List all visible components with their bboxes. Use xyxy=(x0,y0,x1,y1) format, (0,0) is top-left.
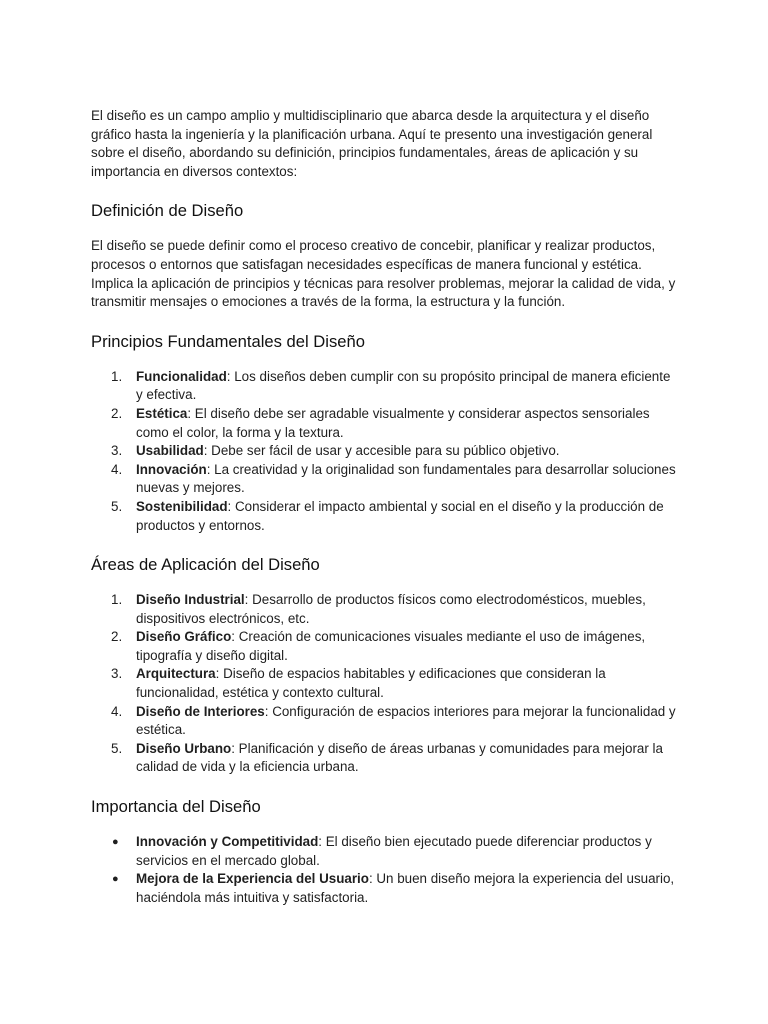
heading-importancia: Importancia del Diseño xyxy=(91,797,261,817)
item-term: Diseño Industrial xyxy=(136,592,245,608)
list-number: 5. xyxy=(111,498,123,514)
list-item xyxy=(91,405,678,442)
list-item xyxy=(91,665,678,702)
list-item xyxy=(91,498,678,535)
item-term: Innovación xyxy=(136,461,207,477)
heading-principios: Principios Fundamentales del Diseño xyxy=(91,331,365,351)
list-number: 3. xyxy=(111,666,123,682)
item-text: : Planificación y diseño de áreas urbanas y comunidades para mejorar la calidad de vida y la eficiencia urbana. xyxy=(136,740,663,775)
list-item xyxy=(91,833,678,870)
item-term: Sostenibilidad xyxy=(136,498,228,514)
item-text: : Un buen diseño mejora la experiencia del usuario, haciéndola más intuitiva y satisfactoria. xyxy=(136,871,675,905)
item-term: Diseño Gráfico xyxy=(136,629,232,645)
item-term: Arquitectura xyxy=(136,666,216,682)
item-text: : Los diseños deben cumplir con su propósito principal de manera eficiente y efectiva. xyxy=(136,368,671,403)
intro-paragraph: El diseño es un campo amplio y multidisciplinario que abarca desde la arquitectura y el diseño gráfico hasta la ingeniería y la planificación urbana. Aquí te presento una investigación general sobre el diseño, abordando su definición, principios fundamentales, áreas de aplicación y su importancia en diversos contextos: xyxy=(91,108,653,179)
item-term: Innovación y Competitividad xyxy=(136,834,319,850)
list-number: 5. xyxy=(111,740,123,756)
list-item xyxy=(91,461,678,498)
item-text: : El diseño debe ser agradable visualmente y considerar aspectos sensoriales como el color, la forma y la textura. xyxy=(136,405,650,440)
item-text: : Desarrollo de productos físicos como electrodomésticos, muebles, dispositivos electrónicos, etc. xyxy=(136,592,646,626)
item-text: : El diseño bien ejecutado puede diferenciar productos y servicios en el mercado global. xyxy=(136,834,652,868)
list-item xyxy=(91,442,678,461)
principios-list xyxy=(91,368,678,535)
bullet-icon: ● xyxy=(112,836,119,849)
item-term: Usabilidad xyxy=(136,443,204,459)
definicion-paragraph: El diseño se puede definir como el proceso creativo de concebir, planificar y realizar productos, procesos o entornos que satisfagan necesidades específicas de manera funcional y estética. Implica la aplicación de principios y técnicas para resolver problemas, mejorar la calidad de vida, y transmitir mensajes o emociones a través de la forma, la estructura y la función. xyxy=(91,238,676,310)
item-text: : Debe ser fácil de usar y accesible para su público objetivo. xyxy=(203,443,560,459)
heading-definicion: Definición de Diseño xyxy=(91,201,244,221)
list-number: 3. xyxy=(111,443,123,459)
item-term: Diseño Urbano xyxy=(136,740,232,756)
item-text: : Considerar el impacto ambiental y social en el diseño y la producción de productos y entornos. xyxy=(136,498,664,533)
bullet-icon: ● xyxy=(112,873,119,886)
list-number: 1. xyxy=(111,368,123,384)
list-item xyxy=(91,591,678,628)
item-text: : La creatividad y la originalidad son fundamentales para desarrollar soluciones nuevas y mejores. xyxy=(136,461,676,496)
list-item xyxy=(91,703,678,740)
item-text: : Creación de comunicaciones visuales mediante el uso de imágenes, tipografía y diseño digital. xyxy=(136,629,646,663)
list-item xyxy=(91,870,678,907)
areas-list xyxy=(91,591,678,777)
item-text: : Configuración de espacios interiores para mejorar la funcionalidad y estética. xyxy=(136,703,676,738)
item-term: Estética xyxy=(136,405,188,421)
list-number: 4. xyxy=(111,703,123,719)
item-text: : Diseño de espacios habitables y edificaciones que consideran la funcionalidad, estética y contexto cultural. xyxy=(136,666,606,701)
list-item xyxy=(91,368,678,405)
list-item xyxy=(91,628,678,665)
list-number: 4. xyxy=(111,461,123,477)
item-term: Funcionalidad xyxy=(136,368,227,384)
list-item xyxy=(91,740,678,777)
item-term: Mejora de la Experiencia del Usuario xyxy=(136,871,369,887)
list-number: 2. xyxy=(111,405,123,421)
list-number: 1. xyxy=(111,592,123,608)
list-number: 2. xyxy=(111,629,123,645)
item-term: Diseño de Interiores xyxy=(136,703,265,719)
importancia-list xyxy=(91,833,678,907)
heading-areas: Áreas de Aplicación del Diseño xyxy=(91,555,320,575)
